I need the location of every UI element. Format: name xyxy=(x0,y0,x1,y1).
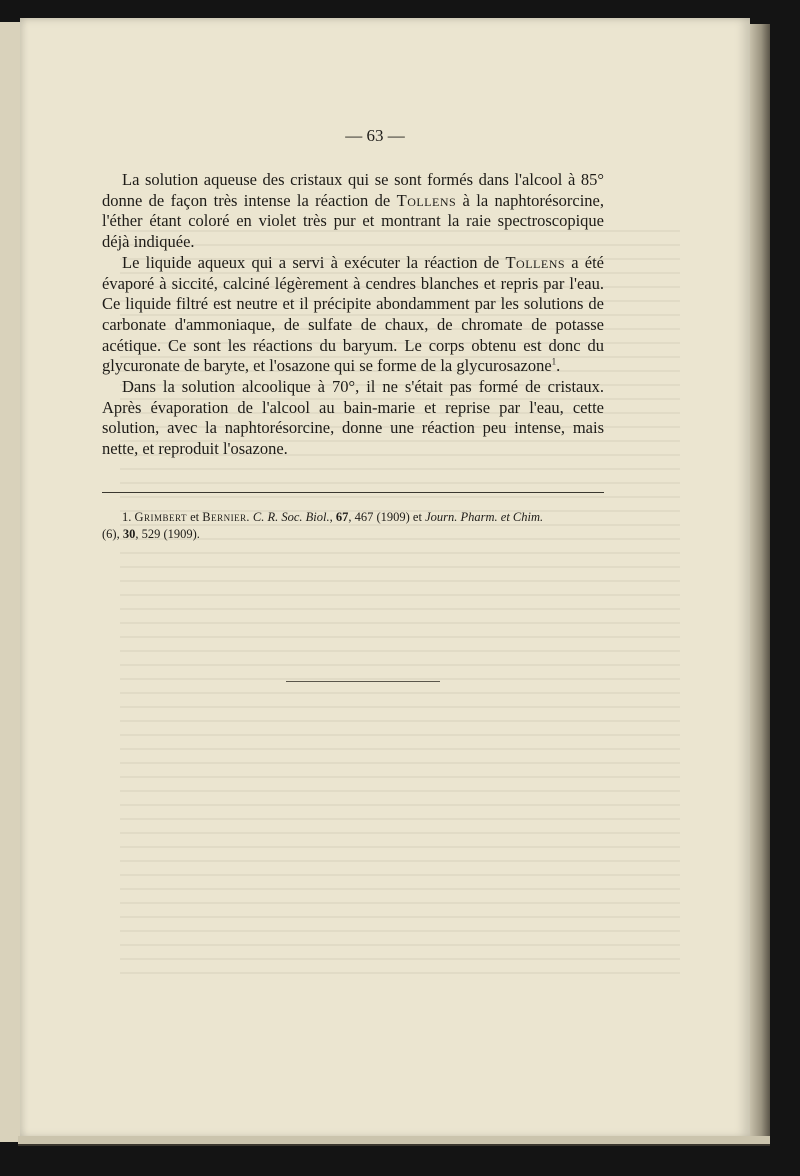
footnote-ref: 1 xyxy=(551,356,557,367)
page-stack-edge xyxy=(748,24,770,1142)
footnote: 1. Grimbert et Bernier. C. R. Soc. Biol., 67, 467 (1909) et Journ. Pharm. et Chim. (6), 30, 529 (1909). xyxy=(102,510,544,541)
paragraph-2: Le liquide aqueux qui a servi à exécuter la réaction de Tollens a été évaporé à siccité, calciné légèrement à cendres blanches et repris par l'eau. Ce liquide filtré est neutre et il précipite abondamment par les solutions de carbonate d'ammoniaque, de sulfate de chaux, de chromate de potasse acétique. Ce sont les réactions du baryum. Le corps obtenu est donc du glycuronate de baryte, et l'osazone qui se forme de la glycurosazone$^1$. xyxy=(102,252,604,376)
bleed-through-rule xyxy=(286,681,440,682)
footnote-separator xyxy=(102,492,604,493)
body-text xyxy=(102,170,604,460)
paragraph-1: La solution aqueuse des cristaux qui se sont formés dans l'alcool à 85° donne de façon très intense la réaction de Tollens à la naphtorésorcine, l'éther étant coloré en violet très pur et montrant la raie spectroscopique déjà indiquée. xyxy=(102,170,604,252)
book-page xyxy=(20,18,750,1138)
facing-page-edge xyxy=(0,22,22,1142)
page-number: — 63 — xyxy=(345,126,405,145)
author-name: Tollens xyxy=(505,252,566,272)
paragraph-3: Dans la solution alcoolique à 70°, il ne s'était pas formé de cristaux. Après évaporation de l'alcool au bain-marie et reprise par l'eau, cette solution, avec la naphtorésorcine, donne une réaction peu intense, mais nette, et reproduit l'osazone. xyxy=(102,377,604,459)
page-bottom-edge xyxy=(18,1136,770,1146)
author-name: Tollens xyxy=(396,190,457,210)
